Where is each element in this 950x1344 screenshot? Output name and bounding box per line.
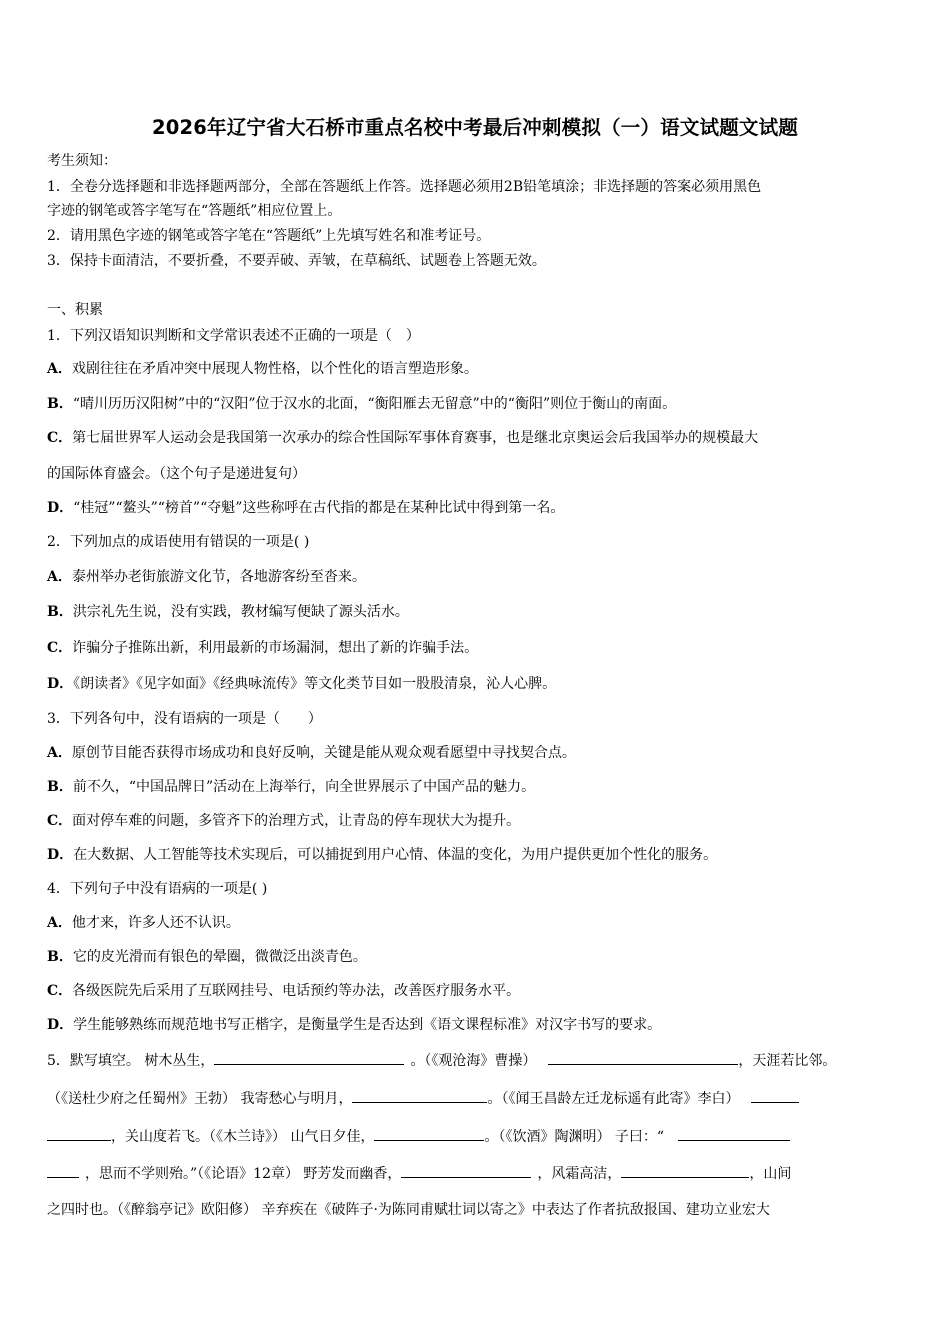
option-letter: B．: [47, 396, 73, 412]
q5-text: 5．默写填空。 树木丛生，: [47, 1053, 215, 1069]
q1-option-d: [47, 498, 564, 518]
notice-item-2: 2．请用黑色字迹的钢笔或答字笔在“答题纸”上先填写姓名和准考证号。: [47, 228, 491, 244]
q3-option-c: [47, 811, 520, 831]
option-text: “晴川历历汉阳树”中的“汉阳”位于汉水的北面，“衡阳雁去无留意”中的“衡阳”则位于衡山的南面。: [72, 396, 677, 412]
answer-blank[interactable]: [374, 1125, 484, 1141]
notice-item-1: 1．全卷分选择题和非选择题两部分，全部在答题纸上作答。选择题必须用2B铅笔填涂；非选择题的答案必须用黑色: [47, 179, 762, 195]
q5-line-2: [47, 1087, 799, 1109]
q5-text: ，关山度若飞。（《木兰诗》） 山气日夕佳，: [111, 1129, 375, 1145]
answer-blank[interactable]: [751, 1087, 799, 1103]
q4-stem: 4．下列句子中没有语病的一项是( ): [47, 881, 268, 897]
q5-text: 。（《闻王昌龄左迁龙标遥有此寄》李白）: [487, 1091, 740, 1107]
option-letter: D．: [47, 847, 74, 863]
q5-text: ，思而不学则殆。”（《论语》12章） 野芳发而幽香，: [85, 1166, 402, 1182]
option-letter: B．: [47, 949, 73, 965]
option-text: 《朗读者》《见字如面》《经典咏流传》等文化类节目如一股股清泉，沁人心脾。: [73, 676, 557, 692]
q5-line-3: [47, 1125, 790, 1147]
q5-line-5: 之四时也。（《醉翁亭记》欧阳修） 辛弃疾在《破阵子·为陈同甫赋壮词以寄之》中表达了作者抗敌报国、建功立业宏大: [47, 1202, 770, 1218]
option-text: 诈骗分子推陈出新，利用最新的市场漏洞，想出了新的诈骗手法。: [72, 640, 479, 656]
option-text: 学生能够熟练而规范地书写正楷字，是衡量学生是否达到《语文课程标准》对汉字书写的要求。: [73, 1017, 662, 1033]
notice-item-3: 3．保持卡面清洁，不要折叠，不要弄破、弄皱，在草稿纸、试题卷上答题无效。: [47, 253, 546, 269]
option-text: 洪宗礼先生说，没有实践，教材编写便缺了源头活水。: [72, 604, 409, 620]
option-text: 它的皮光滑而有银色的晕圈，微微泛出淡青色。: [72, 949, 367, 965]
option-text: 他才来，许多人还不认识。: [71, 915, 240, 931]
q3-option-a: [47, 743, 576, 763]
notice-item-1-cont: 字迹的钢笔或答字笔写在“答题纸”相应位置上。: [47, 203, 342, 219]
q3-option-d: [47, 845, 717, 865]
q5-text: ，风霜高洁，: [537, 1166, 622, 1182]
option-letter: D．: [47, 1017, 74, 1033]
option-text: 第七届世界军人运动会是我国第一次承办的综合性国际军事体育赛事，也是继北京奥运会后我国举办的规模最大: [72, 430, 759, 446]
answer-blank[interactable]: [621, 1162, 749, 1178]
q1-stem: 1．下列汉语知识判断和文学常识表述不正确的一项是（ ）: [47, 328, 420, 344]
answer-blank[interactable]: [548, 1049, 738, 1065]
q3-option-b: [47, 777, 535, 797]
answer-blank[interactable]: [214, 1049, 404, 1065]
answer-blank[interactable]: [47, 1162, 79, 1178]
option-letter: A．: [47, 361, 72, 377]
q4-option-c: [47, 981, 520, 1001]
q4-option-a: [47, 913, 240, 933]
notice-heading: 考生须知：: [47, 153, 117, 169]
q5-text: 。（《饮酒》陶渊明） 子曰：“: [484, 1129, 665, 1145]
answer-blank[interactable]: [678, 1125, 790, 1141]
q5-text: ，天涯若比邻。: [738, 1053, 837, 1069]
option-text: 泰州举办老街旅游文化节，各地游客纷至沓来。: [71, 569, 366, 585]
q2-option-c: [47, 638, 478, 658]
answer-blank[interactable]: [47, 1125, 111, 1141]
q1-option-c-cont: 的国际体育盛会。（这个句子是递进复句）: [47, 466, 306, 482]
q3-stem: 3．下列各句中，没有语病的一项是（ ）: [47, 711, 322, 727]
option-text: 各级医院先后采用了互联网挂号、电话预约等办法，改善医疗服务水平。: [72, 983, 521, 999]
q4-option-d: [47, 1015, 661, 1035]
q5-text: ，山间: [749, 1166, 792, 1182]
q4-option-b: [47, 947, 367, 967]
option-text: 原创节目能否获得市场成功和良好反响，关键是能从观众观看愿望中寻找契合点。: [71, 745, 576, 761]
answer-blank[interactable]: [401, 1162, 531, 1178]
option-letter: A．: [47, 569, 72, 585]
q1-option-b: [47, 394, 676, 414]
section-heading: 一、积累: [47, 302, 103, 318]
option-letter: B．: [47, 779, 73, 795]
option-letter: D．: [47, 676, 74, 692]
q5-line-4: [47, 1162, 791, 1184]
q2-option-a: [47, 567, 366, 587]
option-letter: D．: [47, 500, 74, 516]
option-text: 在大数据、人工智能等技术实现后，可以捕捉到用户心情、体温的变化，为用户提供更加个性化的服务。: [73, 847, 718, 863]
option-letter: C．: [47, 983, 73, 999]
option-text: 面对停车难的问题，多管齐下的治理方式，让青岛的停车现状大为提升。: [72, 813, 521, 829]
page-title: 2026年辽宁省大石桥市重点名校中考最后冲刺模拟（一）语文试题文试题: [151, 116, 799, 139]
q2-stem: 2．下列加点的成语使用有错误的一项是( ): [47, 534, 310, 550]
option-letter: C．: [47, 430, 73, 446]
q5-text: （《送杜少府之任蜀州》王勃） 我寄愁心与明月，: [47, 1091, 353, 1107]
q5-line-1: [47, 1049, 836, 1071]
option-text: 戏剧往往在矛盾冲突中展现人物性格，以个性化的语言塑造形象。: [71, 361, 478, 377]
option-text: “桂冠”“鳌头”“榜首”“夺魁”这些称呼在古代指的都是在某种比试中得到第一名。: [73, 500, 565, 516]
option-letter: A．: [47, 915, 72, 931]
option-letter: B．: [47, 604, 73, 620]
option-letter: A．: [47, 745, 72, 761]
answer-blank[interactable]: [352, 1087, 487, 1103]
q1-option-a: [47, 359, 478, 379]
option-letter: C．: [47, 640, 73, 656]
q1-option-c: [47, 428, 758, 448]
q2-option-b: [47, 602, 409, 622]
option-letter: C．: [47, 813, 73, 829]
q5-text: 。（《观沧海》曹操）: [410, 1053, 537, 1069]
option-text: 前不久，“中国品牌日”活动在上海举行，向全世界展示了中国产品的魅力。: [72, 779, 536, 795]
q2-option-d: [47, 674, 556, 694]
